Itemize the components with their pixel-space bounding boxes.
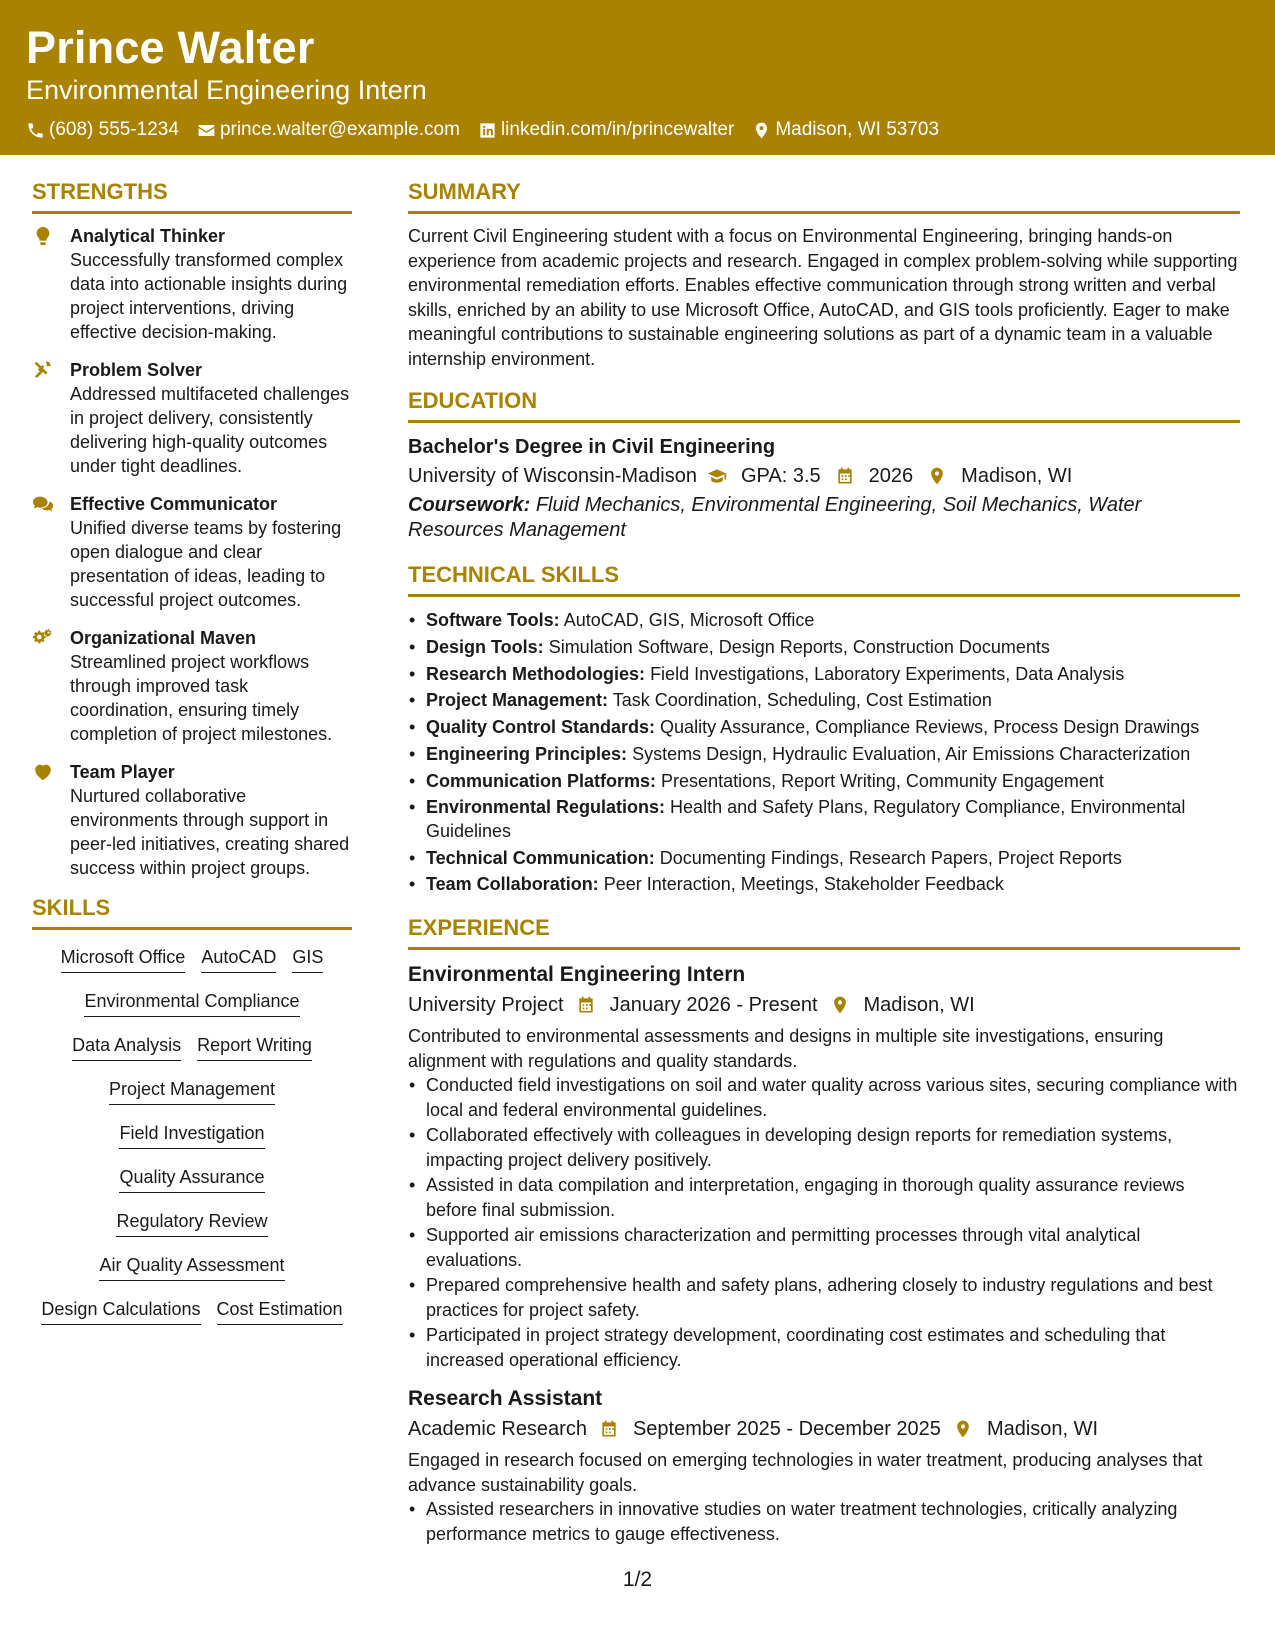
strength-item [32, 358, 352, 478]
list-item: • Collaborated effectively with colleagues in developing design reports for remediation systems, impacting project delivery positively. [408, 1123, 1240, 1172]
job-location: Madison, WI [986, 1418, 1099, 1441]
tech-skill-key: Technical Communication: [426, 847, 655, 868]
job-entry [408, 1384, 1240, 1546]
strength-name: Effective Communicator [70, 494, 278, 514]
skill-tag: Air Quality Assessment [99, 1254, 284, 1281]
strength-name: Analytical Thinker [70, 226, 226, 246]
comments-icon [32, 493, 54, 515]
tech-skill-value: Documenting Findings, Research Papers, Project Reports [659, 847, 1122, 868]
list-item [408, 634, 1240, 661]
tech-skill-value: Field Investigations, Laboratory Experiments, Data Analysis [650, 663, 1125, 684]
tech-skill-value: Presentations, Report Writing, Community Engagement [661, 770, 1104, 791]
strength-name: Team Player [70, 762, 175, 782]
strengths-heading: STRENGTHS [32, 178, 352, 214]
job-description: Engaged in research focused on emerging technologies in water treatment, producing analyses that advance sustainability goals. [408, 1450, 1203, 1495]
tech-skill-key: Design Tools: [426, 636, 544, 657]
strength-desc: Streamlined project workflows through improved task coordination, ensuring timely completion of project milestones. [70, 652, 333, 744]
list-item: • Participated in project strategy development, coordinating cost estimates and scheduling that increased operational efficiency. [408, 1323, 1240, 1372]
contact-phone[interactable] [26, 118, 179, 142]
resume-header [0, 0, 1275, 155]
location-text: Madison, WI 53703 [775, 119, 940, 140]
skills-heading: SKILLS [32, 894, 352, 930]
strength-desc: Successfully transformed complex data into actionable insights during project interventions, driving effective decision-making. [70, 250, 348, 342]
strength-item [32, 626, 352, 746]
list-item [408, 687, 1240, 714]
envelope-icon [197, 121, 216, 140]
strength-item [32, 224, 352, 344]
tech-skill-key: Project Management: [426, 690, 609, 711]
degree-name: Bachelor's Degree in Civil Engineering [408, 436, 776, 458]
calendar-icon [599, 1419, 619, 1439]
candidate-name: Prince Walter [26, 22, 315, 73]
contact-row [26, 118, 1249, 142]
skill-tag: AutoCAD [201, 946, 276, 973]
tech-skill-key: Software Tools: [426, 610, 560, 630]
gears-icon [32, 627, 54, 649]
strength-desc: Unified diverse teams by fostering open dialogue and clear presentation of ideas, leading to successful project outcomes. [70, 518, 342, 610]
linkedin-icon [478, 121, 497, 140]
calendar-icon [835, 466, 855, 486]
job-org: Academic Research [408, 1418, 587, 1441]
tech-skill-value: Systems Design, Hydraulic Evaluation, Air Emissions Characterization [632, 743, 1191, 764]
contact-email[interactable] [197, 118, 460, 142]
map-marker-icon [752, 121, 771, 140]
calendar-icon [576, 995, 596, 1015]
skill-tag: GIS [292, 946, 323, 973]
map-marker-icon [830, 995, 850, 1015]
strength-name: Organizational Maven [70, 628, 257, 648]
list-item [408, 741, 1240, 768]
list-item: • Prepared comprehensive health and safety plans, adhering closely to industry regulations and best practices for project safety. [408, 1273, 1240, 1322]
tech-skill-value: Quality Assurance, Compliance Reviews, Process Design Drawings [660, 717, 1200, 738]
education-location: Madison, WI [961, 465, 1073, 487]
job-description: Contributed to environmental assessments and designs in multiple site investigations, ensuring alignment with regulations and quality standards. [408, 1026, 1164, 1071]
skills-list [32, 940, 352, 1342]
phone-icon [26, 121, 45, 140]
job-bullets [408, 1073, 1240, 1372]
coursework-label: Coursework: [408, 494, 531, 516]
coursework-list: Fluid Mechanics, Environmental Engineering, Soil Mechanics, Water Resources Management [408, 494, 1142, 541]
list-item [408, 607, 1240, 634]
tools-icon [32, 359, 54, 381]
left-column [32, 178, 352, 1342]
school-name: University of Wisconsin-Madison [408, 465, 697, 487]
lightbulb-icon [32, 225, 54, 247]
contact-location [752, 118, 939, 142]
job-dates: January 2026 - Present [609, 994, 818, 1017]
map-marker-icon [927, 466, 947, 486]
job-entry [408, 960, 1240, 1372]
job-org: University Project [408, 994, 564, 1017]
experience-heading: EXPERIENCE [408, 914, 1240, 950]
strength-name: Problem Solver [70, 360, 203, 380]
technical-skills-list [408, 607, 1240, 898]
skill-tag: Project Management [109, 1078, 275, 1105]
map-marker-icon [953, 1419, 973, 1439]
job-title: Environmental Engineering Intern [408, 963, 746, 987]
heart-icon [32, 761, 54, 783]
tech-skill-key: Communication Platforms: [426, 770, 657, 791]
job-meta [408, 990, 1240, 1020]
job-location: Madison, WI [863, 994, 975, 1017]
strength-item [32, 492, 352, 612]
phone-text: (608) 555-1234 [49, 119, 179, 140]
summary-heading: SUMMARY [408, 178, 1240, 214]
coursework [408, 493, 1240, 543]
summary-text: Current Civil Engineering student with a focus on Environmental Engineering, bringing hands-on experience from academic projects and research. Engaged in complex problem-solving while supporting environmental remediation efforts. Enables effective communication through strong written and verbal skills, enriched by an ability to use Microsoft Office, AutoCAD, and GIS tools proficiently. Eager to make meaningful contributions to sustainable engineering solutions as part of a dynamic team in a valuable internship environment. [408, 226, 1238, 369]
graduation-year: 2026 [868, 465, 914, 487]
tech-skill-key: Quality Control Standards: [426, 717, 656, 738]
education-heading: EDUCATION [408, 387, 1240, 423]
contact-linkedin[interactable] [478, 118, 734, 142]
job-title: Research Assistant [408, 1387, 603, 1411]
strength-desc: Nurtured collaborative environments through support in peer-led initiatives, creating shared success within project groups. [70, 786, 350, 878]
job-meta [408, 1414, 1240, 1444]
technical-skills-heading: TECHNICAL SKILLS [408, 561, 1240, 597]
skill-tag: Data Analysis [72, 1034, 181, 1061]
email-text: prince.walter@example.com [219, 119, 460, 140]
list-item [408, 845, 1240, 872]
list-item [408, 871, 1240, 898]
list-item: • Supported air emissions characterization and permitting processes through vital analytical evaluations. [408, 1223, 1240, 1272]
education-meta [408, 461, 1240, 491]
skill-tag: Quality Assurance [119, 1166, 264, 1193]
tech-skill-value: Task Coordination, Scheduling, Cost Estimation [612, 690, 992, 711]
linkedin-text: linkedin.com/in/princewalter [500, 119, 735, 140]
skill-tag: Report Writing [197, 1034, 312, 1061]
tech-skill-value: Peer Interaction, Meetings, Stakeholder Feedback [603, 874, 1004, 895]
list-item: • Conducted field investigations on soil and water quality across various sites, securing compliance with local and federal environmental guidelines. [408, 1073, 1240, 1122]
skill-tag: Field Investigation [119, 1122, 264, 1149]
list-item: • Assisted researchers in innovative studies on water treatment technologies, critically analyzing performance metrics to gauge effectiveness. [408, 1497, 1240, 1546]
list-item [408, 768, 1240, 795]
tech-skill-key: Team Collaboration: [426, 874, 599, 895]
job-dates: September 2025 - December 2025 [632, 1418, 941, 1441]
right-column [408, 178, 1240, 1547]
tech-skill-key: Environmental Regulations: [426, 796, 666, 817]
strength-item [32, 760, 352, 880]
job-bullets [408, 1497, 1240, 1546]
list-item [408, 661, 1240, 688]
strength-desc: Addressed multifaceted challenges in project delivery, consistently delivering high-quality outcomes under tight deadlines. [70, 384, 350, 476]
candidate-title: Environmental Engineering Intern [26, 75, 427, 105]
tech-skill-value: Health and Safety Plans, Regulatory Compliance, Environmental Guidelines [426, 796, 1186, 841]
tech-skill-key: Research Methodologies: [426, 663, 646, 684]
list-item: • Assisted in data compilation and interpretation, engaging in thorough quality assurance reviews before final submission. [408, 1173, 1240, 1222]
skill-tag: Cost Estimation [217, 1298, 343, 1325]
list-item [408, 714, 1240, 741]
page-number: 1/2 [622, 1568, 653, 1591]
tech-skill-value: Simulation Software, Design Reports, Construction Documents [548, 636, 1050, 657]
graduation-cap-icon [707, 466, 727, 486]
list-item [408, 795, 1240, 843]
skill-tag: Environmental Compliance [84, 990, 299, 1017]
skill-tag: Design Calculations [41, 1298, 200, 1325]
tech-skill-key: Engineering Principles: [426, 743, 628, 764]
skill-tag: Microsoft Office [61, 946, 186, 973]
skill-tag: Regulatory Review [116, 1210, 267, 1237]
gpa-text: GPA: 3.5 [740, 465, 821, 487]
tech-skill-value: AutoCAD, GIS, Microsoft Office [563, 610, 815, 630]
